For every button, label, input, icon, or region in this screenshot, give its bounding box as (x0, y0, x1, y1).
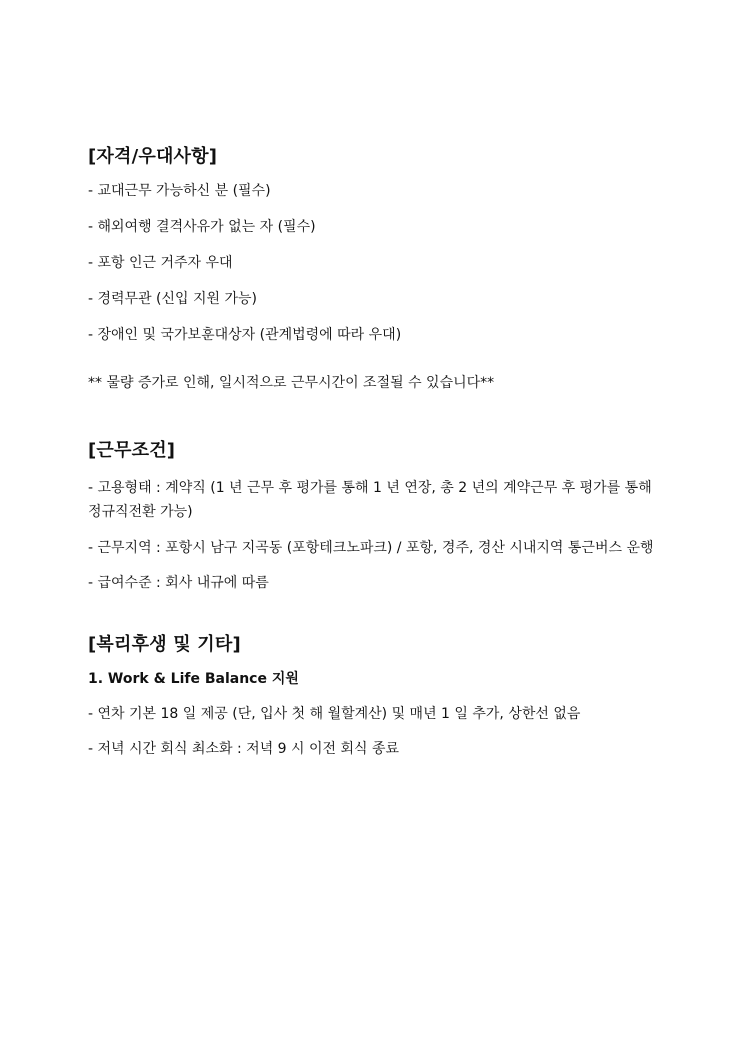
qualification-item: - 경력무관 (신입 지원 가능) (88, 291, 258, 307)
qualifications-section (88, 142, 660, 394)
conditions-section (88, 436, 660, 594)
qualification-item: - 해외여행 결격사유가 없는 자 (필수) (88, 219, 316, 235)
qualifications-list (88, 180, 660, 346)
benefits-list (88, 702, 660, 760)
benefits-subtitle: 1. Work & Life Balance 지원 (88, 671, 299, 687)
condition-item-salary: - 급여수준 : 회사 내규에 따름 (88, 575, 269, 591)
benefit-item-dinner: - 저녁 시간 회식 최소화 : 저녁 9 시 이전 회식 종료 (88, 741, 400, 757)
condition-item-employment-type: - 고용형태 : 계약직 (1 년 근무 후 평가를 통해 1 년 연장, 총 2 년의 계약근무 후 평가를 통해 정규직전환 가능) (88, 480, 652, 520)
qualification-item: - 교대근무 가능하신 분 (필수) (88, 183, 271, 199)
benefit-item-annual-leave: - 연차 기본 18 일 제공 (단, 입사 첫 해 월할계산) 및 매년 1 일 추가, 상한선 없음 (88, 706, 581, 722)
benefits-title: [복리후생 및 기타] (88, 634, 241, 655)
conditions-title: [근무조건] (88, 440, 176, 461)
qualification-item: - 장애인 및 국가보훈대상자 (관계법령에 따라 우대) (88, 327, 402, 343)
working-hours-note: ** 물량 증가로 인해, 일시적으로 근무시간이 조절될 수 있습니다** (88, 375, 495, 391)
qualification-item: - 포항 인근 거주자 우대 (88, 255, 233, 271)
conditions-list (88, 476, 660, 594)
benefits-section (88, 630, 660, 760)
qualifications-title: [자격/우대사항] (88, 146, 218, 167)
condition-item-work-location: - 근무지역 : 포항시 남구 지곡동 (포항테크노파크) / 포항, 경주, 경산 시내지역 통근버스 운행 (88, 540, 654, 556)
